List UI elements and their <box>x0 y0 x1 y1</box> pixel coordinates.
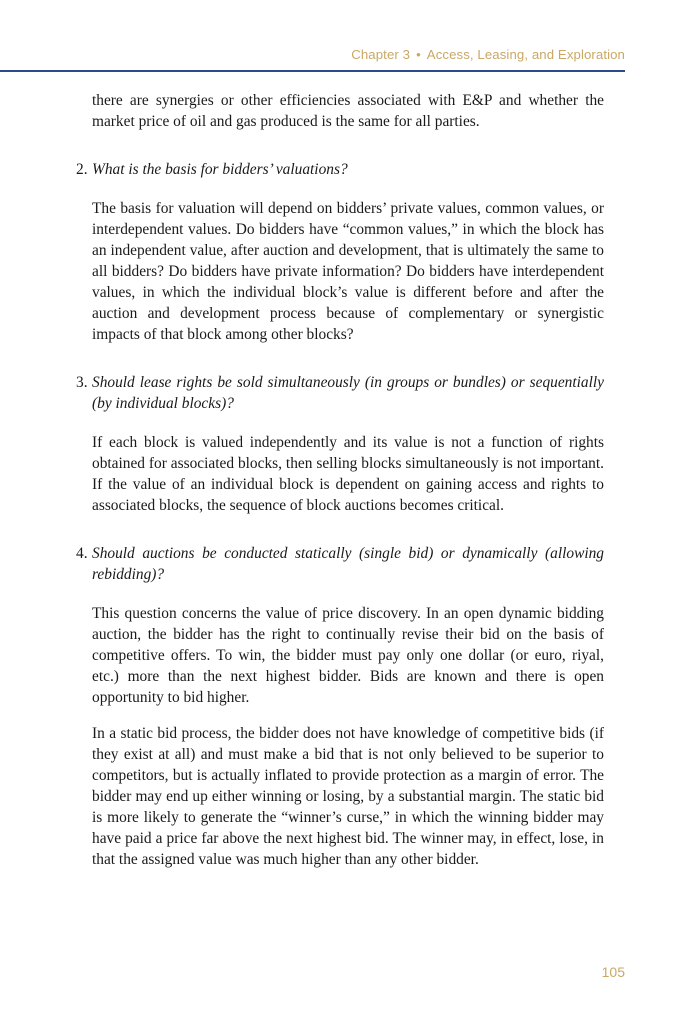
question-3 <box>76 372 604 414</box>
intro-paragraph: there are synergies or other efficiencies associated with E&P and whether the market price of oil and gas produced is the same for all parties. <box>92 92 604 130</box>
question-2-text: What is the basis for bidders’ valuations? <box>92 161 348 178</box>
chapter-label: Chapter 3 <box>351 47 411 62</box>
question-3-text: Should lease rights be sold simultaneously (in groups or bundles) or sequentially (by individual blocks)? <box>92 374 604 412</box>
running-header <box>351 47 625 62</box>
header-separator: • <box>416 47 421 62</box>
question-4 <box>76 543 604 585</box>
answer-3-paragraph: If each block is valued independently and its value is not a function of rights obtained for associated blocks, then selling blocks simultaneously is not important. If the value of an individual block is dependent on gaining access and rights to associated blocks, the sequence of block auctions becomes critical. <box>92 434 604 514</box>
answer-4-paragraph-1: This question concerns the value of price discovery. In an open dynamic bidding auction, the bidder has the right to continually revise their bid on the basis of competitive offers. To win, the bidder must pay only one dollar (or euro, riyal, etc.) more than the next highest bidder. Bids are known and there is open opportunity to bid higher. <box>92 605 604 706</box>
question-4-text: Should auctions be conducted statically (single bid) or dynamically (allowing rebidding)? <box>92 545 604 583</box>
answer-4-paragraph-2: In a static bid process, the bidder does not have knowledge of competitive bids (if they exist at all) and must make a bid that is not only believed to be superior to competitors, but is actually inflated to provide protection as a margin of error. The bidder may end up either winning or losing, by a substantial margin. The static bid is more likely to generate the “winner’s curse,” in which the winning bidder may have paid a price far above the next highest bid. The winner may, in effect, lose, in that the assigned value was much higher than any other bidder. <box>92 725 604 868</box>
header-rule <box>0 70 625 72</box>
page-number: 105 <box>601 964 625 980</box>
question-3-number: 3. <box>76 374 88 391</box>
question-4-number: 4. <box>76 545 88 562</box>
page-body <box>76 90 604 870</box>
question-2 <box>76 159 604 180</box>
section-title: Access, Leasing, and Exploration <box>426 47 625 62</box>
answer-2-paragraph: The basis for valuation will depend on bidders’ private values, common values, or interdependent values. Do bidders have “common values,” in which the block has an independent value, after auction and development, that is ultimately the same to all bidders? Do bidders have private information? Do bidders have interdependent values, in which the individual block’s value is different before and after the auction and development process because of complementary or synergistic impacts of that block among other blocks? <box>92 200 604 343</box>
question-2-number: 2. <box>76 161 88 178</box>
